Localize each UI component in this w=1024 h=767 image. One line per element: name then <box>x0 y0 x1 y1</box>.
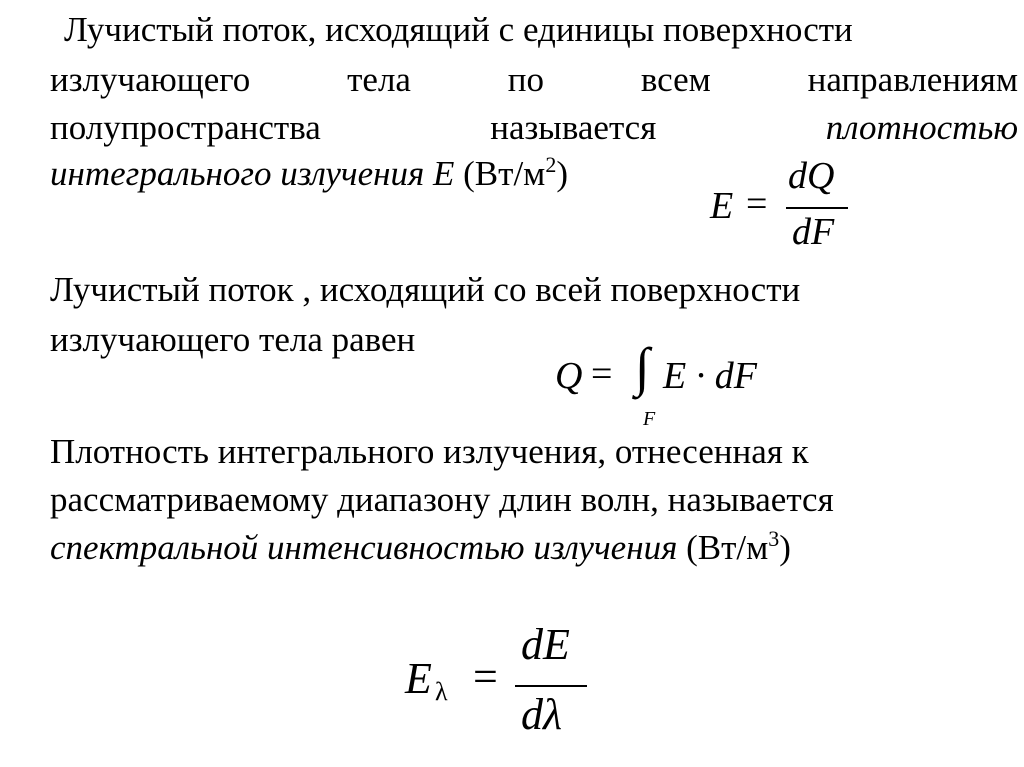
formula-total-flux <box>555 337 815 440</box>
fraction-numerator: dQ <box>788 155 835 197</box>
equals-sign: = <box>746 183 768 225</box>
word: называется <box>490 108 657 147</box>
term-italic: интегрального излучения E <box>50 154 455 193</box>
fraction-bar <box>515 685 587 687</box>
para1-line3 <box>50 106 1018 150</box>
word: всем <box>640 60 711 99</box>
integral-sign: ∫ <box>635 337 650 397</box>
term-italic: спектральной интенсивностью излучения <box>50 528 678 567</box>
formula-lhs: Q <box>555 355 583 397</box>
word: полупространства <box>50 108 321 147</box>
formula-spectral-intensity <box>405 620 605 755</box>
para1-line4 <box>50 152 1018 200</box>
word: излучающего <box>50 60 251 99</box>
unit: (Вт/м <box>454 154 546 193</box>
para2-line1: Лучистый поток , исходящий со всей поверхности <box>50 270 801 309</box>
fraction-numerator: dE <box>521 620 570 669</box>
word: направлениям <box>807 60 1018 99</box>
fraction-denominator: dλ <box>521 690 563 739</box>
unit-close: ) <box>779 528 791 567</box>
formula-surface-density <box>710 155 870 260</box>
para1-line2 <box>50 58 1018 102</box>
fraction-denominator: dF <box>792 211 835 253</box>
formula-lhs: E <box>710 185 734 227</box>
equals-sign: = <box>473 652 498 701</box>
unit-close: ) <box>556 154 568 193</box>
word: по <box>507 60 545 99</box>
integral-domain: F <box>643 408 656 430</box>
para2-line2: излучающего тела равен <box>50 320 416 359</box>
para3-line3 <box>50 526 1018 574</box>
unit: (Вт/м <box>677 528 769 567</box>
unit-exponent: 3 <box>768 526 780 551</box>
integrand: E · dF <box>663 355 757 397</box>
formula-lhs-subscript: λ <box>435 677 448 706</box>
para3-line2: рассматриваемому диапазону длин волн, называется <box>50 480 834 519</box>
para1-line1: Лучистый поток, исходящий с единицы поверхности <box>64 10 853 49</box>
word: тела <box>347 60 411 99</box>
formula-lhs: E <box>405 654 432 703</box>
para3-line1: Плотность интегрального излучения, отнесенная к <box>50 432 809 471</box>
equals-sign: = <box>591 353 613 395</box>
unit-exponent: 2 <box>545 152 557 177</box>
term-italic: плотностью <box>825 108 1018 147</box>
fraction-bar <box>786 207 848 209</box>
